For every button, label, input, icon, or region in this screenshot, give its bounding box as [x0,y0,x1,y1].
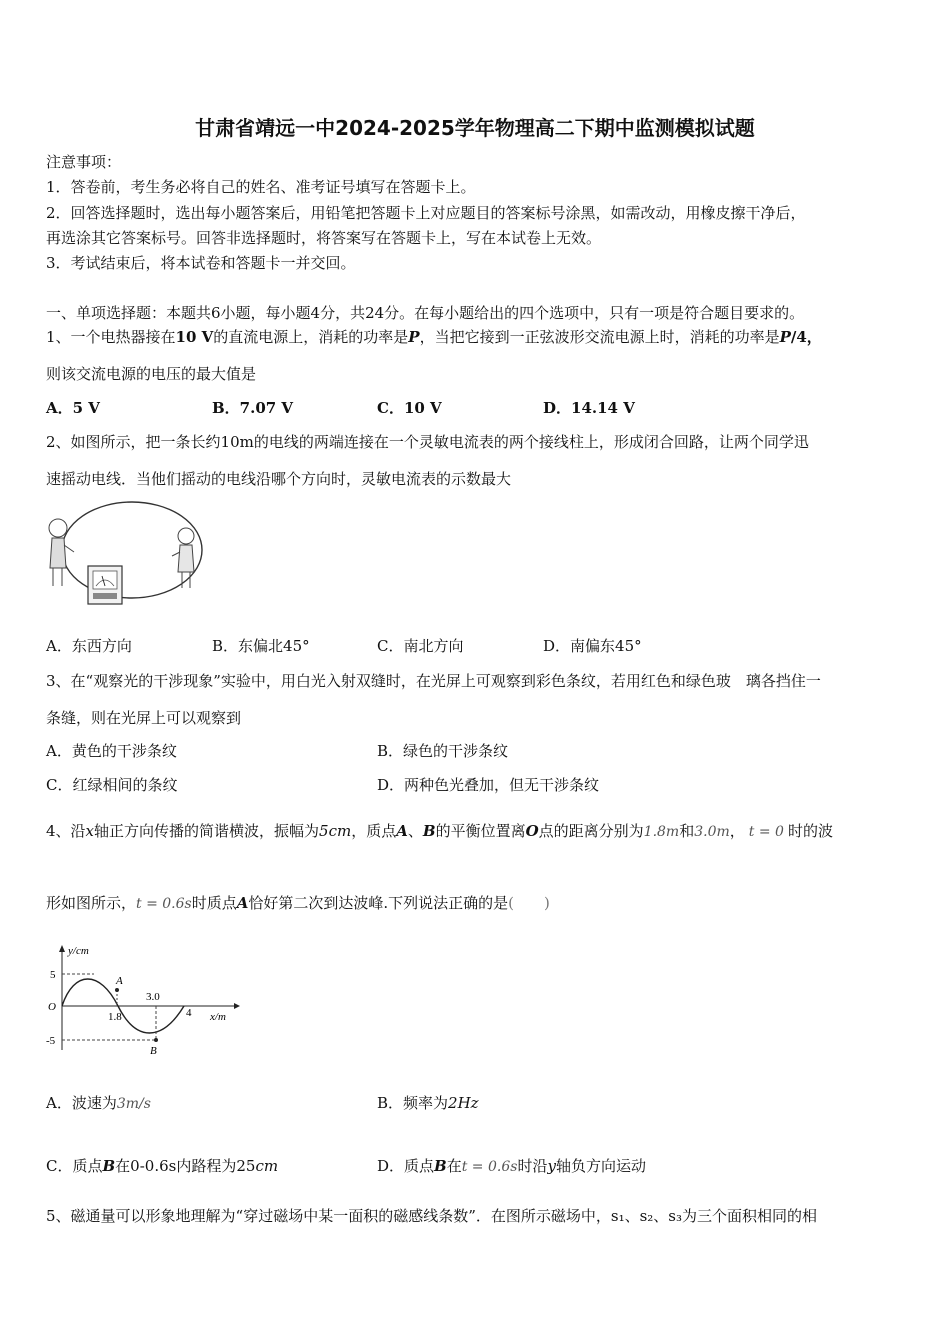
y-axis-label: y/cm [68,945,89,957]
section-heading: 一、单项选择题：本题共6小题，每小题4分，共24分。在每小题给出的四个选项中，只有一项是符合题目要求的。 [46,304,805,322]
q4-point-a: A [236,894,249,912]
q3-option-b: B．绿色的干涉条纹 [377,742,509,760]
origin-label: O [48,1001,56,1013]
student-left-figure [49,519,74,586]
q4-option-c [46,1156,278,1176]
notice-heading: 注意事项： [46,153,122,171]
q4-text: 形如图所示， [46,894,137,912]
q4-point-b: B [434,1157,447,1175]
q4-text: 恰好第二次到达波峰.下列说法正确的是 [248,894,509,912]
question-3-line-2: 条缝，则在光屏上可以观察到 [46,709,242,727]
q4-option-b [377,1093,479,1113]
student-right-figure [172,528,194,588]
q4-text: ， [729,822,745,840]
q4-text: 轴正方向传播的简谐横波，振幅为 [94,822,320,840]
q4-option-b-frequency: 2Hz [448,1094,479,1112]
q4-text: 、 [407,822,423,840]
point-b-label: B [150,1045,157,1057]
q1-voltage: 10 V [175,328,214,346]
q4-text: ，质点 [351,822,397,840]
page-title: 甘肃省靖远一中2024-2025学年物理高二下期中监测模拟试题 [195,116,755,140]
q1-option-d: D．14.14 V [543,399,635,417]
y-tick-negative: -5 [46,1035,56,1047]
question-1-line-2: 则该交流电源的电压的最大值是 [46,365,257,383]
q2-option-c: C．南北方向 [377,637,464,655]
galvanometer-box [88,566,122,604]
question-2-line-2: 速摇动电线．当他们摇动的电线沿哪个方向时，灵敏电流表的示数最大 [46,470,512,488]
q2-option-a: A．东西方向 [46,637,132,655]
q4-distance-a: 1.8m [643,824,680,840]
q1-option-a: A．5 V [46,399,100,417]
x-tick-4: 4 [186,1007,192,1019]
q1-power: P [408,328,420,346]
q4-time-zero: t = 0 [748,824,784,840]
q2-option-d: D．南偏东45° [543,637,642,655]
notice-item-2b: 再选涂其它答案标号。回答非选择题时，将答案写在答题卡上，写在本试卷上无效。 [46,229,602,247]
q1-text: ，当把它接到一正弦波形交流电源上时，消耗的功率是 [419,328,780,346]
q4-option-a [46,1093,151,1114]
x-tick-1-8: 1.8 [108,1011,122,1023]
answer-blank: ( ) [508,894,550,912]
point-a-marker [115,988,119,992]
q1-option-c: C．10 V [377,399,442,417]
q4-option-c-unit: cm [255,1157,279,1175]
q4-point-b: B [102,1157,116,1175]
q1-text: 1、一个电热器接在 [46,328,176,346]
q4-text: 时的波 [787,822,833,840]
question-5-line-1: 5、磁通量可以形象地理解为“穿过磁场中某一面积的磁感线条数”．在图所示磁场中，s₁、s₂、s₃为三个面积相同的相 [46,1207,818,1225]
notice-item-3: 3．考试结束后，将本试卷和答题卡一并交回。 [46,254,356,272]
question-4-line-2 [46,893,550,914]
q4-text: 点的距离分别为 [538,822,644,840]
point-b-marker [154,1038,158,1042]
q1-text: 的直流电源上，消耗的功率是 [213,328,409,346]
q4-var-x: x [85,822,95,840]
notice-item-2a: 2．回答选择题时，选出每小题答案后，用铅笔把答题卡上对应题目的答案标号涂黑，如需改动，用橡皮擦干净后， [46,204,806,222]
q3-option-d: D．两种色光叠加，但无干涉条纹 [377,776,600,794]
question-1-line-1 [46,327,822,347]
q4-option-d-text: D．质点 [377,1157,435,1175]
wave-graph [44,940,244,1060]
q4-option-a-text: A．波速为 [46,1094,117,1112]
q1-power: P [779,328,791,346]
q4-option-a-speed: 3m/s [116,1096,151,1112]
q4-origin: O [525,822,539,840]
q4-option-d-time: t = 0.6s [461,1159,518,1175]
q4-text: 时质点 [191,894,237,912]
y-axis-arrow [59,945,65,952]
q4-option-d-axis: y [547,1157,556,1175]
q4-option-c-text: 在0-0.6s内路程为25 [115,1157,256,1175]
y-tick-positive: 5 [50,969,56,981]
q4-option-c-text: C．质点 [46,1157,103,1175]
q3-option-c: C．红绿相间的条纹 [46,776,178,794]
point-a-label: A [116,975,123,987]
q4-option-d-text: 在 [446,1157,462,1175]
q2-option-b: B．东偏北45° [212,637,310,655]
x-tick-3-0: 3.0 [146,991,160,1003]
q4-text: 的平衡位置离 [435,822,526,840]
question-4-line-1 [46,821,833,842]
q4-option-d [377,1156,646,1177]
question-2-line-1: 2、如图所示，把一条长约10m的电线的两端连接在一个灵敏电流表的两个接线柱上，形成闭合回路，让两个同学迅 [46,433,809,451]
q4-text: 4、沿 [46,822,86,840]
q4-point-a: A [396,822,408,840]
students-shaking-wire-illustration [44,500,204,612]
q4-point-b: B [422,822,436,840]
q4-amplitude: 5cm [319,822,352,840]
q1-text: /4， [790,328,822,346]
q4-time: t = 0.6s [136,896,192,912]
q4-option-d-text: 时沿 [517,1157,548,1175]
notice-item-1: 1．答卷前，考生务必将自己的姓名、准考证号填写在答题卡上。 [46,178,476,196]
x-axis-label: x/m [210,1011,226,1023]
x-axis-arrow [234,1003,240,1009]
q4-option-b-text: B．频率为 [377,1094,449,1112]
q4-text: 和 [679,822,695,840]
q1-option-b: B．7.07 V [212,399,294,417]
q4-option-d-text: 轴负方向运动 [555,1157,646,1175]
question-3-line-1: 3、在“观察光的干涉现象”实验中，用白光入射双缝时，在光屏上可观察到彩色条纹，若用红色和绿色玻 璃各挡住一 [46,672,821,690]
q3-option-a: A．黄色的干涉条纹 [46,742,177,760]
q4-distance-b: 3.0m [694,824,730,840]
